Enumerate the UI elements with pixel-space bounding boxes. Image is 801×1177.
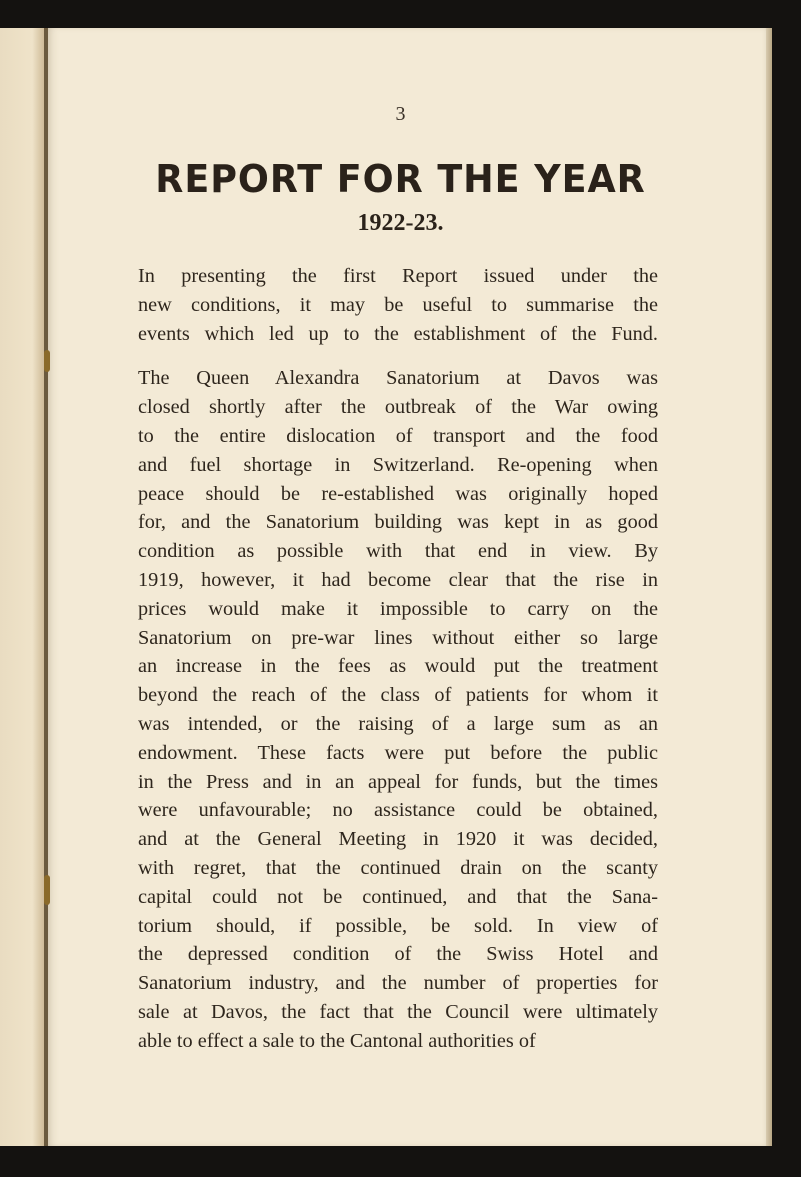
text-line: sale at Davos, the fact that the Council were ultimately: [138, 1000, 658, 1023]
text-line: with regret, that the continued drain on the scanty: [138, 856, 658, 879]
paragraph: [138, 364, 658, 1055]
text-line: endowment. These facts were put before the public: [138, 741, 658, 764]
text-line: an increase in the fees as would put the treatment: [138, 655, 658, 678]
report-title: REPORT FOR THE YEAR: [155, 157, 646, 201]
paragraph-gap: [138, 348, 658, 364]
text-line: condition as possible with that end in view. By: [138, 540, 658, 563]
text-line: the depressed condition of the Swiss Hotel and: [138, 943, 658, 966]
text-line: to the entire dislocation of transport and the food: [138, 424, 658, 447]
text-line: was intended, or the raising of a large sum as an: [138, 712, 658, 735]
text-line: 1919, however, it had become clear that the rise in: [138, 568, 658, 591]
text-line: torium should, if possible, be sold. In view of: [138, 914, 658, 937]
text-line: able to effect a sale to the Cantonal authorities of: [138, 1029, 536, 1052]
text-line: capital could not be continued, and that the Sana-: [138, 885, 658, 908]
page-number: 3: [395, 103, 406, 125]
paragraph: [138, 262, 658, 348]
text-line: and at the General Meeting in 1920 it was decided,: [138, 828, 658, 851]
text-line: for, and the Sanatorium building was kept in as good: [138, 511, 658, 534]
report-year: 1922-23.: [357, 210, 444, 236]
text-line: events which led up to the establishment of the Fund.: [138, 322, 658, 345]
binding-mark: [44, 875, 50, 905]
text-line: were unfavourable; no assistance could be obtained,: [138, 799, 658, 822]
text-line: and fuel shortage in Switzerland. Re-opening when: [138, 453, 658, 476]
report-body: [138, 262, 658, 1056]
text-line: new conditions, it may be useful to summarise the: [138, 293, 658, 316]
text-line: closed shortly after the outbreak of the War owing: [138, 396, 658, 419]
text-line: Sanatorium industry, and the number of properties for: [138, 972, 658, 995]
text-line: Sanatorium on pre-war lines without either so large: [138, 626, 658, 649]
text-line: prices would make it impossible to carry on the: [138, 597, 658, 620]
text-line: The Queen Alexandra Sanatorium at Davos was: [138, 367, 658, 390]
binding-mark: [44, 350, 50, 372]
text-line: In presenting the first Report issued under the: [138, 265, 658, 287]
text-line: beyond the reach of the class of patients for whom it: [138, 684, 658, 707]
text-line: peace should be re-established was originally hoped: [138, 482, 658, 505]
text-line: in the Press and in an appeal for funds, but the times: [138, 770, 658, 793]
